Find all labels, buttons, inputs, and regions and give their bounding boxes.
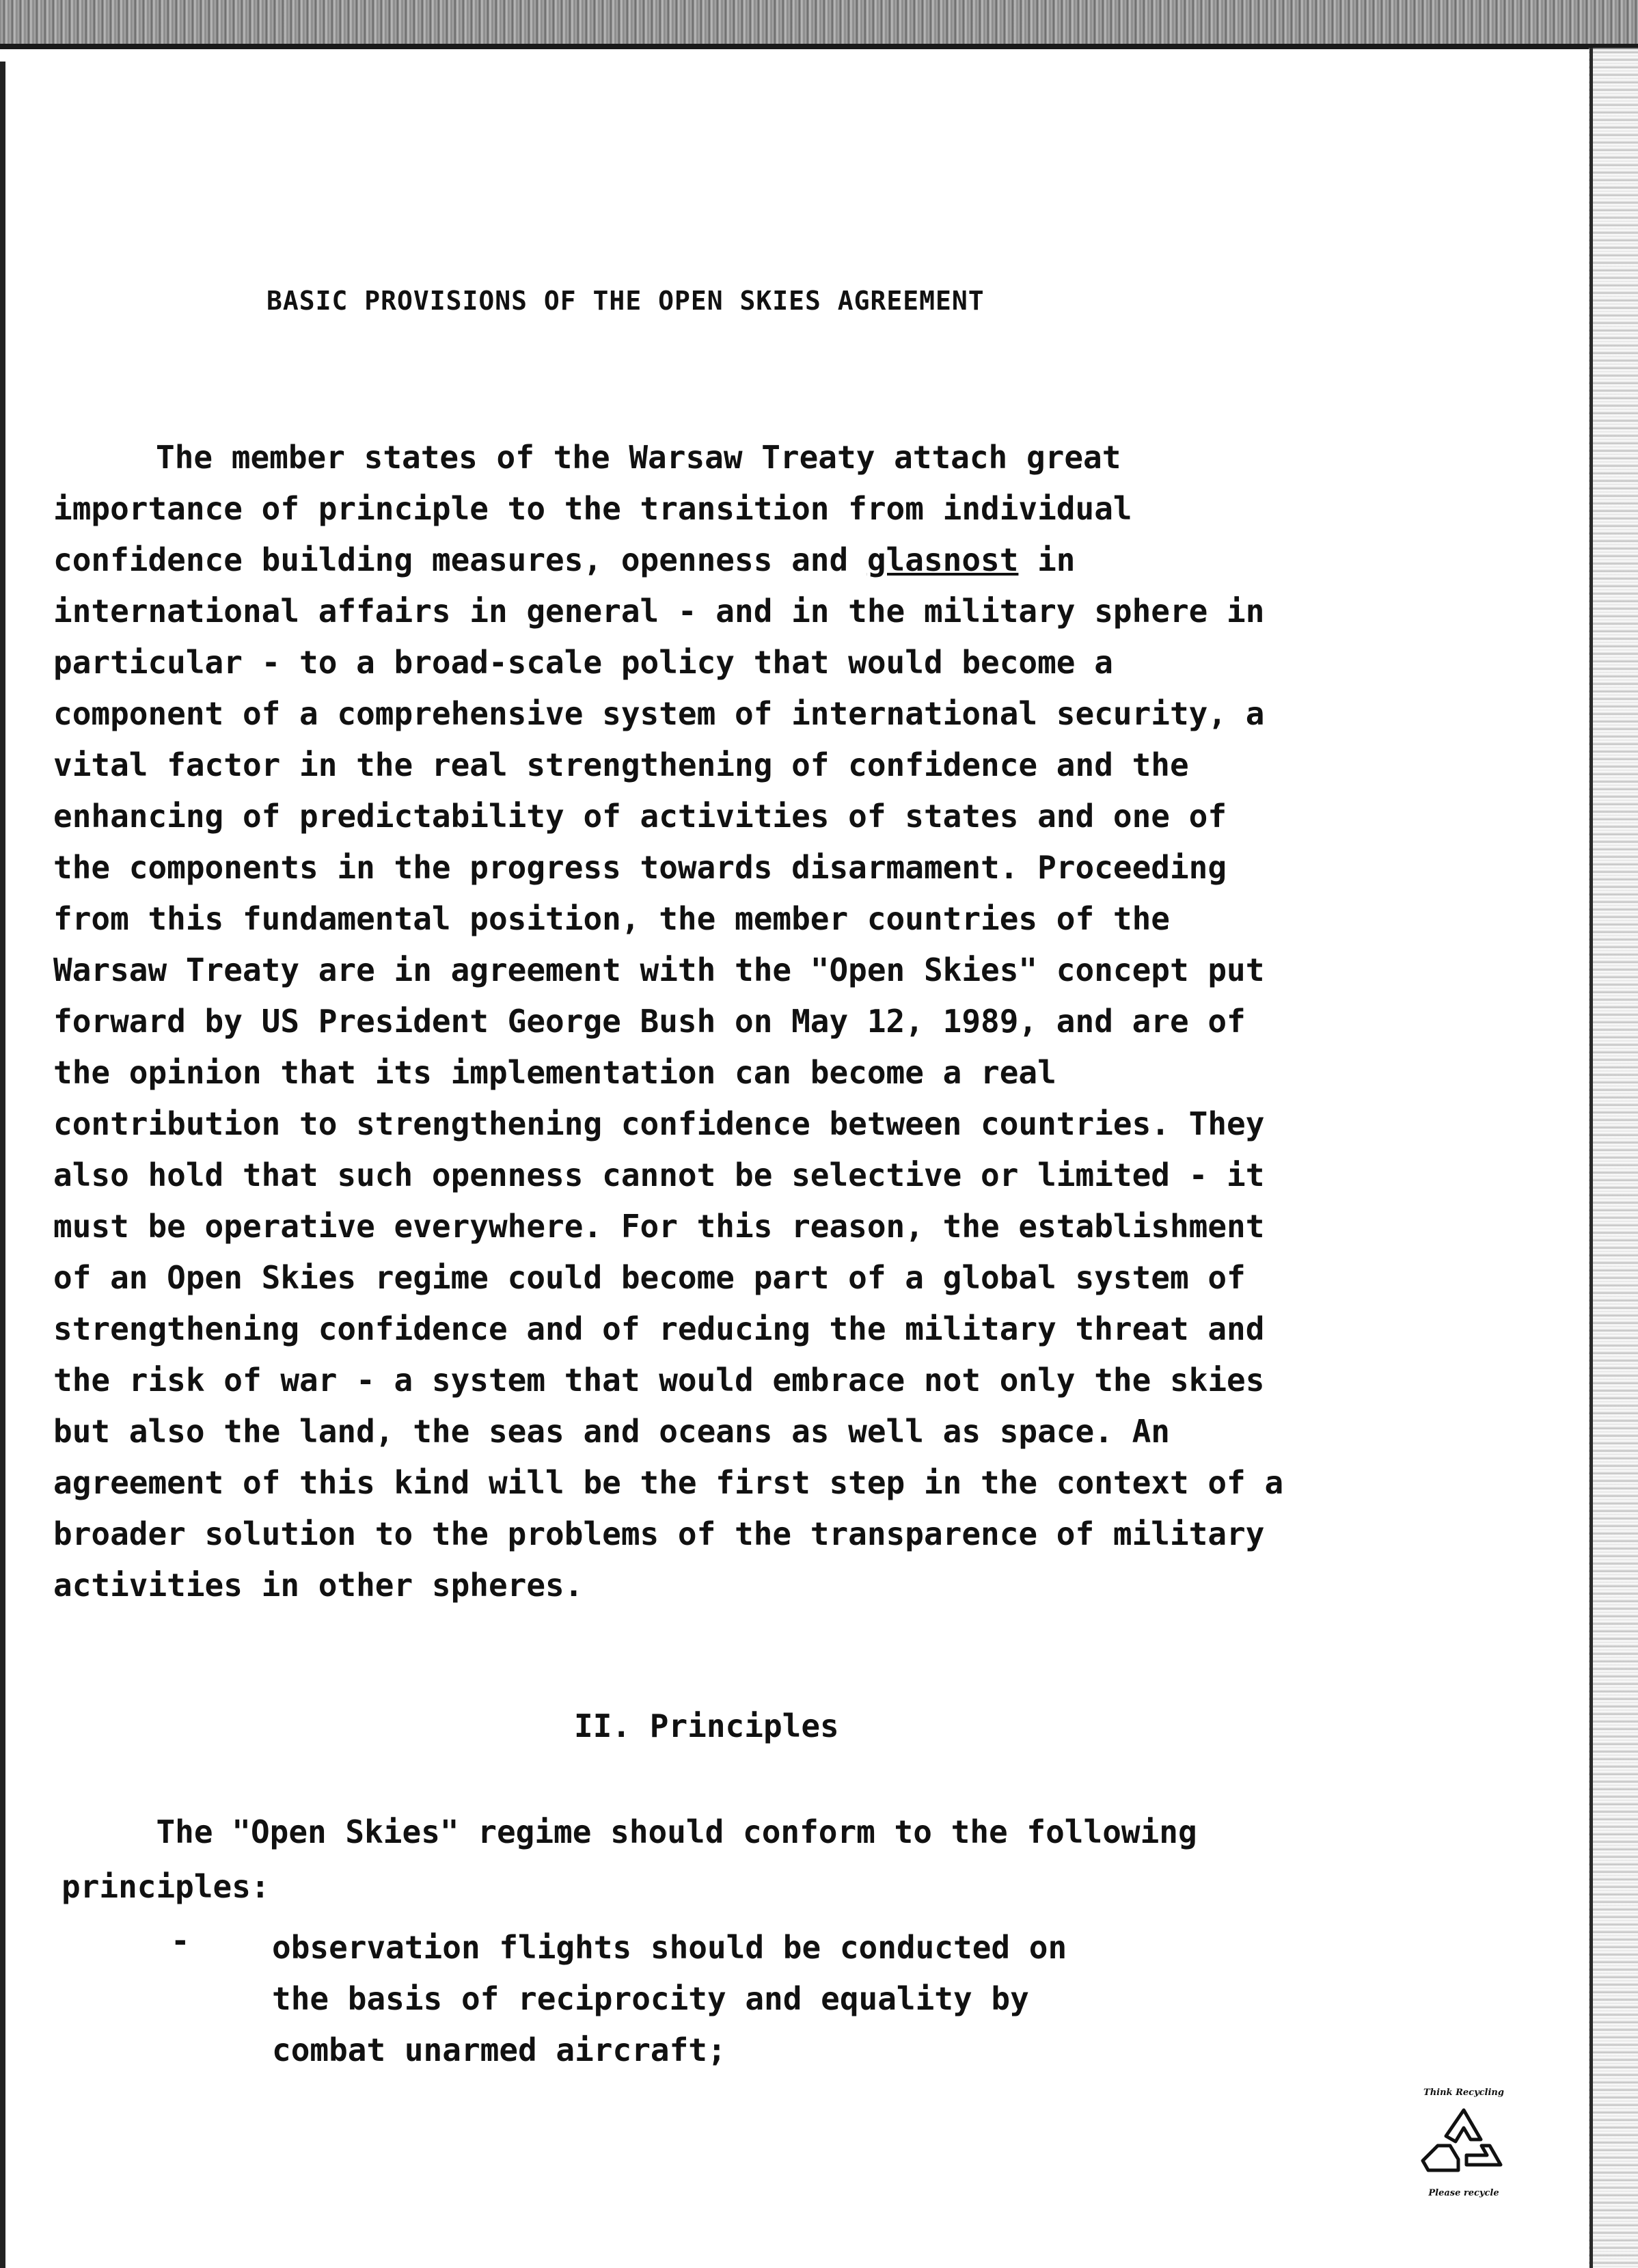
paragraph-line: from this fundamental position, the member countries of the bbox=[53, 900, 1170, 937]
bullet-line: the basis of reciprocity and equality by bbox=[272, 1980, 1029, 2017]
paragraph-line: agreement of this kind will be the first step in the context of a bbox=[53, 1464, 1284, 1501]
principles-intro bbox=[62, 1805, 1197, 1914]
recycle-stamp bbox=[1409, 2088, 1518, 2198]
bullet-marker: - bbox=[171, 1922, 190, 1959]
recycle-icon bbox=[1416, 2102, 1512, 2184]
scan-right-edge bbox=[1589, 48, 1638, 2268]
bullet-line: combat unarmed aircraft; bbox=[272, 2031, 726, 2068]
paragraph-line-text: confidence building measures, openness and bbox=[53, 541, 867, 578]
paragraph-line: forward by US President George Bush on May 12, 1989, and are of bbox=[53, 1003, 1246, 1040]
paragraph-line: international affairs in general - and in the military sphere in bbox=[53, 593, 1265, 630]
paragraph-line: the components in the progress towards disarmament. Proceeding bbox=[53, 849, 1227, 886]
paragraph-line: Warsaw Treaty are in agreement with the "Open Skies" concept put bbox=[53, 951, 1265, 988]
paragraph-line: activities in other spheres. bbox=[53, 1567, 584, 1604]
section-heading: II. Principles bbox=[574, 1707, 839, 1744]
paragraph-line: strengthening confidence and of reducing the military threat and bbox=[53, 1310, 1265, 1347]
paragraph-line: broader solution to the problems of the transparence of military bbox=[53, 1515, 1265, 1552]
scan-top-border bbox=[0, 44, 1638, 49]
paragraph-line: the opinion that its implementation can become a real bbox=[53, 1054, 1056, 1091]
intro-line: principles: bbox=[62, 1868, 270, 1905]
paragraph-line: The member states of the Warsaw Treaty attach great bbox=[156, 439, 1121, 476]
scan-top-edge bbox=[0, 0, 1638, 44]
paragraph-line: also hold that such openness cannot be selective or limited - it bbox=[53, 1157, 1265, 1193]
bullet-item bbox=[272, 1922, 1067, 2076]
scan-right-border bbox=[1589, 48, 1593, 2268]
intro-paragraph bbox=[53, 432, 1406, 1611]
paragraph-line: component of a comprehensive system of international security, a bbox=[53, 695, 1265, 732]
paragraph-line: vital factor in the real strengthening of confidence and the bbox=[53, 746, 1189, 783]
document-title: BASIC PROVISIONS OF THE OPEN SKIES AGREEMENT bbox=[267, 286, 985, 316]
paragraph-line: contribution to strengthening confidence between countries. They bbox=[53, 1105, 1265, 1142]
paragraph-line-tail: in bbox=[1018, 541, 1076, 578]
paragraph-line: but also the land, the seas and oceans as well as space. An bbox=[53, 1413, 1170, 1450]
paragraph-line: enhancing of predictability of activities of states and one of bbox=[53, 798, 1227, 835]
paragraph-line bbox=[53, 535, 1406, 586]
recycle-bottom-text: Please recycle bbox=[1428, 2188, 1499, 2198]
paragraph-line: of an Open Skies regime could become part of a global system of bbox=[53, 1259, 1246, 1296]
intro-line: The "Open Skies" regime should conform to the following bbox=[62, 1813, 1197, 1850]
recycle-top-text: Think Recycling bbox=[1423, 2088, 1504, 2098]
paragraph-line: the risk of war - a system that would embrace not only the skies bbox=[53, 1362, 1265, 1399]
paragraph-line: must be operative everywhere. For this reason, the establishment bbox=[53, 1208, 1265, 1245]
paragraph-line: importance of principle to the transition from individual bbox=[53, 490, 1132, 527]
bullet-line: observation flights should be conducted on bbox=[272, 1929, 1067, 1966]
underlined-term: glasnost bbox=[866, 541, 1019, 578]
scan-left-border bbox=[0, 62, 5, 2268]
paragraph-line: particular - to a broad-scale policy that would become a bbox=[53, 644, 1113, 681]
